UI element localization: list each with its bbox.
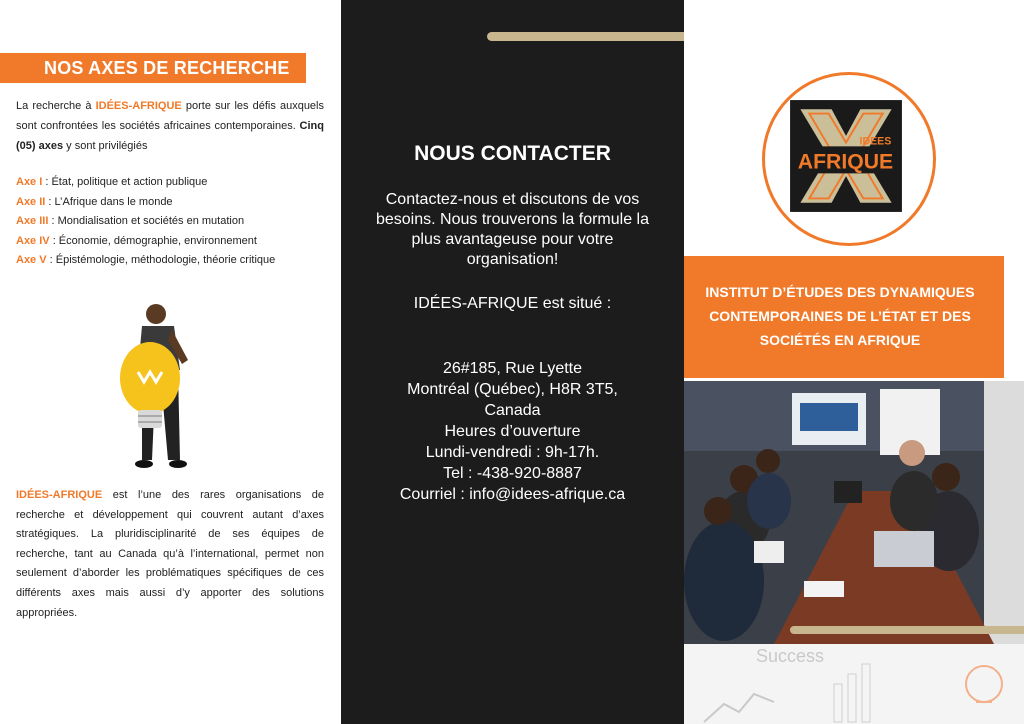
logo-circle — [762, 72, 936, 246]
logo-text-main: AFRIQUE — [797, 150, 894, 174]
axis-text: : Mondialisation et sociétés en mutation — [48, 215, 245, 227]
intro-brand: IDÉES-AFRIQUE — [95, 100, 182, 112]
address-line-3: Canada — [484, 402, 541, 419]
bottom-paragraph — [16, 486, 324, 623]
left-panel — [0, 0, 341, 724]
axis-item — [16, 232, 326, 252]
cover-panel — [684, 0, 1024, 724]
logo-text-top: IDEES — [859, 135, 892, 148]
axis-label: Axe V — [16, 254, 47, 266]
intro-paragraph — [16, 96, 324, 156]
meeting-photo — [684, 381, 1024, 644]
hours-title: Heures d’ouverture — [444, 423, 581, 440]
axis-label: Axe II — [16, 195, 46, 208]
intro-axes-count: Cinq (05) axes — [16, 120, 324, 152]
bottom-gold-bar — [790, 626, 1024, 634]
axis-text: : État, politique et action publique — [42, 176, 208, 188]
intro-text-end: y sont privilégiés — [63, 140, 148, 152]
email-address: Courriel : info@idees-afrique.ca — [399, 486, 626, 503]
phone-number: Tel : -438-920-8887 — [443, 465, 582, 482]
section-title-bar — [0, 53, 306, 83]
section-title: NOS AXES DE RECHERCHE — [44, 58, 290, 78]
contact-panel — [341, 0, 684, 724]
sketch-word: Success — [756, 646, 825, 666]
bottom-text-body: est l’une des rares organisations de recherche et développement qui couvrent autant d’axes stratégiques. La pluridisciplinarité de ses équipes de recherche, tant au Canada qu’à l’international, permet non seulement d’aborder les problématiques spécifiques de ces différents axes mais aussi d’y apporter des solutions appropriées. — [16, 489, 324, 619]
contact-title: NOUS CONTACTER — [414, 142, 611, 165]
success-sketch-background — [684, 644, 1024, 724]
axis-label: Axe IV — [16, 234, 50, 247]
intro-text-middle: porte sur les défis auxquels sont confrontées les sociétés africaines contemporaines. — [16, 100, 324, 132]
bottom-brand: IDÉES-AFRIQUE — [16, 489, 103, 501]
institute-name: INSTITUT D’ÉTUDES DES DYNAMIQUES CONTEMPORAINES DE L’ÉTAT ET DES SOCIÉTÉS EN AFRIQUE — [705, 284, 975, 348]
man-with-lightbulb-illustration — [108, 300, 218, 475]
institute-box — [684, 256, 1004, 378]
axis-text: : L’Afrique dans le monde — [45, 195, 173, 208]
axis-item — [16, 212, 326, 232]
axis-label: Axe III — [16, 215, 49, 227]
axis-label: Axe I — [16, 176, 43, 188]
hours-value: Lundi-vendredi : 9h-17h. — [425, 444, 600, 461]
idees-afrique-logo — [765, 75, 927, 237]
location-label: IDÉES-AFRIQUE est situé : — [413, 295, 612, 312]
axis-item — [16, 251, 326, 271]
address-line-1: 26#185, Rue Lyette — [442, 360, 583, 377]
axes-list — [16, 173, 326, 271]
address-line-2: Montréal (Québec), H8R 3T5, — [407, 381, 618, 398]
axis-text: : Épistémologie, méthodologie, théorie critique — [46, 254, 276, 266]
axis-item — [16, 193, 326, 213]
axis-item — [16, 173, 326, 193]
contact-paragraph: Contactez-nous et discutons de vos besoins. Nous trouverons la formule la plus avantageuse pour votre organisation! — [375, 191, 650, 268]
intro-text-start: La recherche à — [16, 100, 96, 112]
axis-text: : Économie, démographie, environnement — [49, 234, 257, 247]
